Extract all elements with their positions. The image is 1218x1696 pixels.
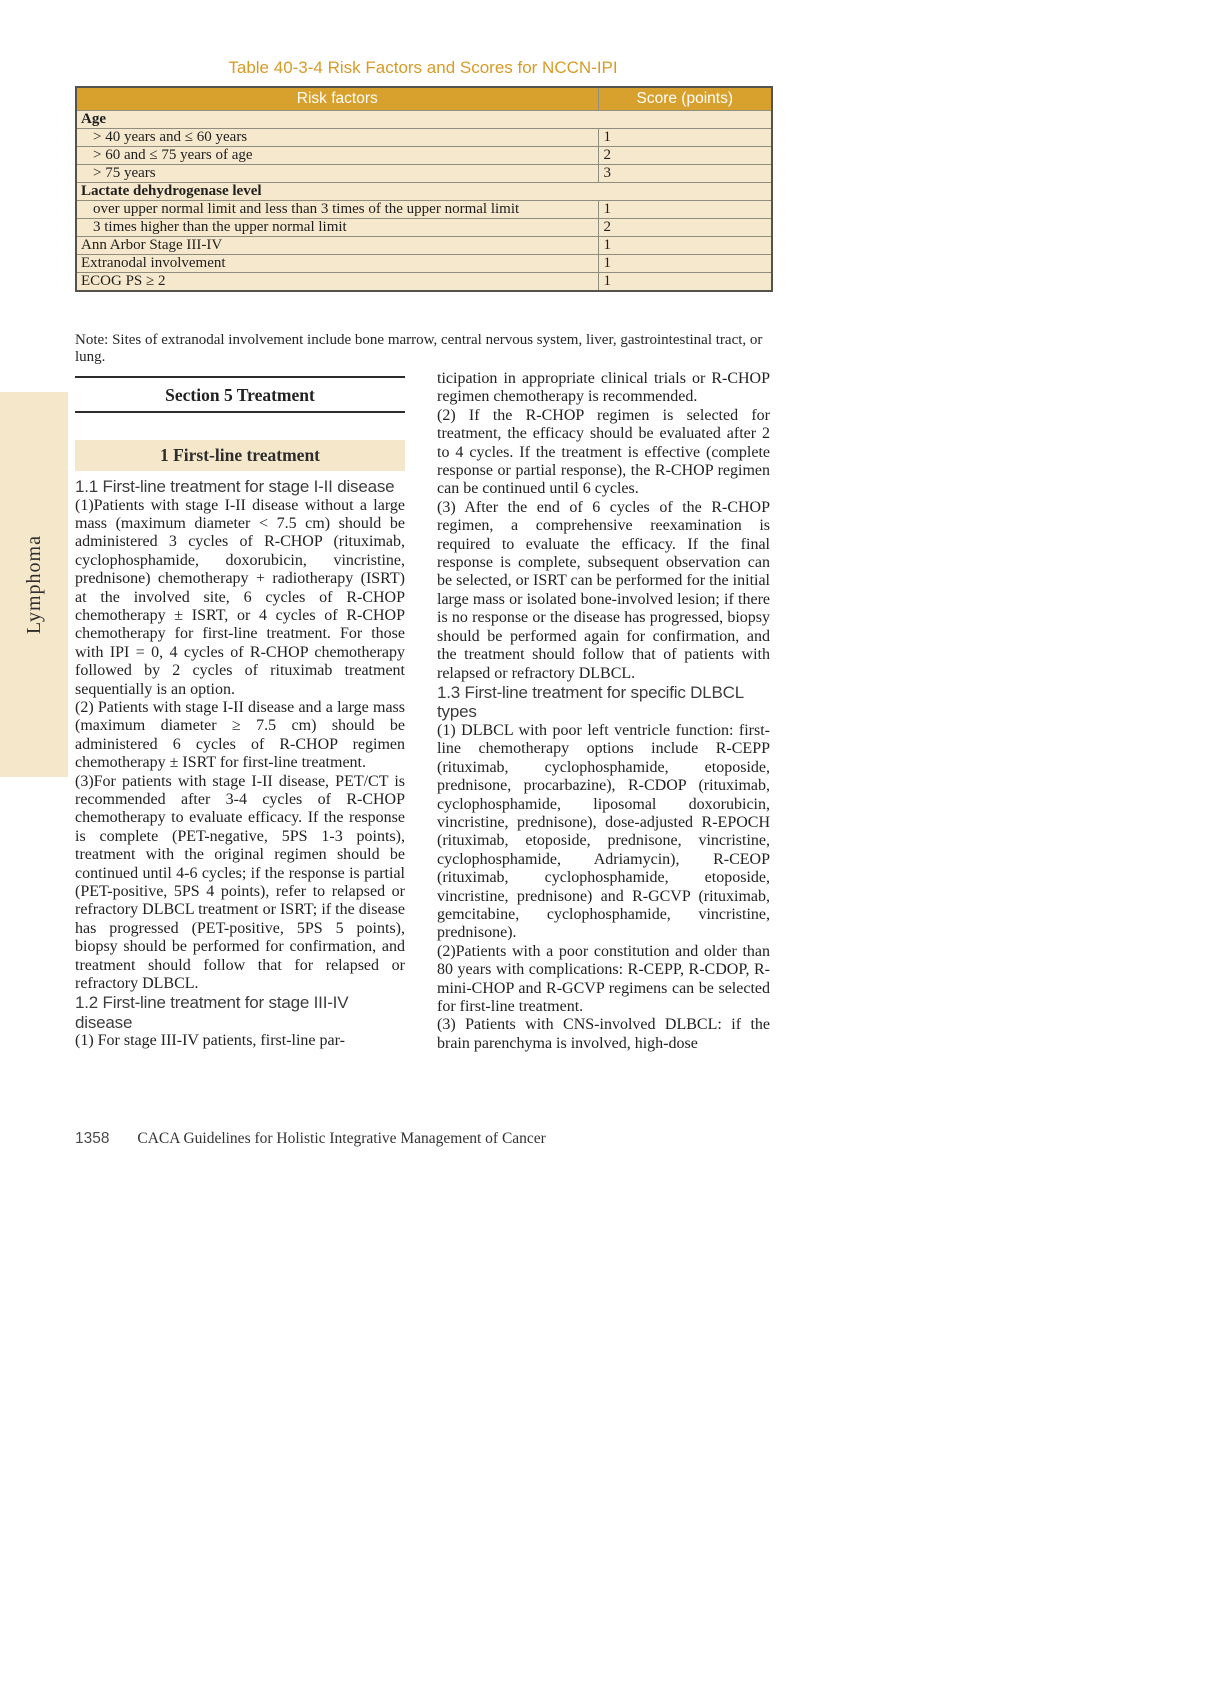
table-row xyxy=(76,182,772,200)
score-cell: 2 xyxy=(598,218,772,236)
chapter-tab xyxy=(0,392,68,777)
risk-factor-cell: over upper normal limit and less than 3 times of the upper normal limit xyxy=(76,200,598,218)
subsection-heading: 1.1 First-line treatment for stage I-II disease xyxy=(75,477,395,496)
left-column xyxy=(75,376,405,1051)
subsection-banner: 1 First-line treatment xyxy=(75,440,405,471)
risk-factor-cell: > 40 years and ≤ 60 years xyxy=(76,128,598,146)
paragraph: (2) Patients with stage I-II disease and a large mass (maximum diameter ≥ 7.5 cm) should be administered 6 cycles of R-CHOP regimen chemotherapy ± ISRT for first-line treatment. xyxy=(75,698,405,772)
paragraph: (1) For stage III-IV patients, first-line par- xyxy=(75,1032,345,1050)
table-row xyxy=(76,110,772,128)
score-cell: 1 xyxy=(598,254,772,272)
risk-factor-cell: ECOG PS ≥ 2 xyxy=(76,272,598,291)
right-col-blocks xyxy=(437,370,770,1053)
paragraph: (1) DLBCL with poor left ventricle function: first-line chemotherapy options include R-CEPP (rituximab, cyclophosphamide, etoposide, prednisone, procarbazine), R-CDOP (rituximab, cyclophosphamide, liposomal doxorubicin, vincristine, prednisone), dose-adjusted R-EPOCH (rituximab, etoposide, prednisone, vincristine, cyclophosphamide, Adriamycin), R-CEOP (rituximab, cyclophosphamide, etoposide, vincristine, prednisone) and R-GCVP (rituximab, gemcitabine, cyclophosphamide, vincristine, prednisone). xyxy=(437,721,770,942)
table-row xyxy=(76,254,772,272)
table-row xyxy=(76,146,772,164)
paragraph: (3) Patients with CNS-involved DLBCL: if the brain parenchyma is involved, high-dose xyxy=(437,1016,770,1052)
score-cell: 1 xyxy=(598,128,772,146)
right-column xyxy=(437,370,770,1053)
paragraph: (1)Patients with stage I-II disease without a large mass (maximum diameter < 7.5 cm) should be administered 3 cycles of R-CHOP (rituximab, cyclophosphamide, doxorubicin, vincristine, prednisone) chemotherapy + radiotherapy (ISRT) at the involved site, 6 cycles of R-CHOP chemotherapy ± ISRT, or 4 cycles of R-CHOP chemotherapy for first-line treatment. For those with IPI = 0, 4 cycles of R-CHOP chemotherapy followed by 2 cycles of rituximab treatment sequentially is an option. xyxy=(75,496,405,698)
table-row xyxy=(76,218,772,236)
risk-factor-cell: Extranodal involvement xyxy=(76,254,598,272)
table-row xyxy=(76,164,772,182)
section-heading: Section 5 Treatment xyxy=(75,376,405,413)
chapter-tab-label: Lymphoma xyxy=(22,534,45,635)
risk-factor-cell: 3 times higher than the upper normal limit xyxy=(76,218,598,236)
page-number: 1358 xyxy=(75,1130,110,1147)
risk-factor-cell: > 60 and ≤ 75 years of age xyxy=(76,146,598,164)
subsection-heading: 1.3 First-line treatment for specific DLBCL types xyxy=(437,682,744,722)
table-row xyxy=(76,236,772,254)
page-footer xyxy=(75,1130,775,1148)
score-cell: 1 xyxy=(598,200,772,218)
table-header-row xyxy=(76,87,772,110)
score-cell: 1 xyxy=(598,272,772,291)
group-label-cell: Age xyxy=(76,110,772,128)
table-title: Table 40-3-4 Risk Factors and Scores for NCCN-IPI xyxy=(228,58,618,77)
book-title: CACA Guidelines for Holistic Integrative Management of Cancer xyxy=(137,1130,546,1147)
paragraph: ticipation in appropriate clinical trials or R-CHOP regimen chemotherapy is recommended. xyxy=(437,370,770,406)
subsection-heading: 1.2 First-line treatment for stage III-IV disease xyxy=(75,993,349,1032)
score-cell: 2 xyxy=(598,146,772,164)
table-row xyxy=(76,272,772,291)
risk-factor-cell: Ann Arbor Stage III-IV xyxy=(76,236,598,254)
paragraph: (3)For patients with stage I-II disease, PET/CT is recommended after 3-4 cycles of R-CHOP chemotherapy to evaluate efficacy. If the response is complete (PET-negative, 5PS 1-3 points), treatment with the original regimen should be continued until 4-6 cycles; if the response is partial (PET-positive, 5PS 4 points), refer to relapsed or refractory DLBCL treatment or ISRT; if the disease has progressed (PET-positive, 5PS 5 points), biopsy should be performed for confirmation, and treatment should follow that for relapsed or refractory DLBCL. xyxy=(75,772,405,993)
table-row xyxy=(76,200,772,218)
score-cell: 3 xyxy=(598,164,772,182)
group-label-cell: Lactate dehydrogenase level xyxy=(76,182,772,200)
column-header-risk-factors: Risk factors xyxy=(76,87,598,110)
left-col-blocks xyxy=(75,477,405,1051)
paragraph: (2) If the R-CHOP regimen is selected for treatment, the efficacy should be evaluated after 2 to 4 cycles. If the treatment is effective (complete response or partial response), the R-CHOP regimen can be continued until 6 cycles. xyxy=(437,406,770,498)
paragraph: (2)Patients with a poor constitution and older than 80 years with complications: R-CEPP, R-CDOP, R-mini-CHOP and R-GCVP regimens can be selected for first-line treatment. xyxy=(437,942,770,1015)
table-row xyxy=(76,128,772,146)
column-header-score: Score (points) xyxy=(598,87,772,110)
risk-factor-cell: > 75 years xyxy=(76,164,598,182)
paragraph: (3) After the end of 6 cycles of the R-CHOP regimen, a comprehensive reexamination is required to evaluate the efficacy. If the final response is complete, subsequent observation can be selected, or ISRT can be performed for the initial large mass or isolated bone-involved lesion; if there is no response or the disease has progressed, biopsy should be performed again for confirmation, and the treatment should follow that of patients with relapsed or refractory DLBCL. xyxy=(437,498,770,682)
risk-table-body xyxy=(76,110,772,291)
risk-factors-table xyxy=(75,86,773,292)
table-note: Note: Sites of extranodal involvement include bone marrow, central nervous system, liver, gastrointestinal tract, or lung. xyxy=(75,332,763,365)
score-cell: 1 xyxy=(598,236,772,254)
